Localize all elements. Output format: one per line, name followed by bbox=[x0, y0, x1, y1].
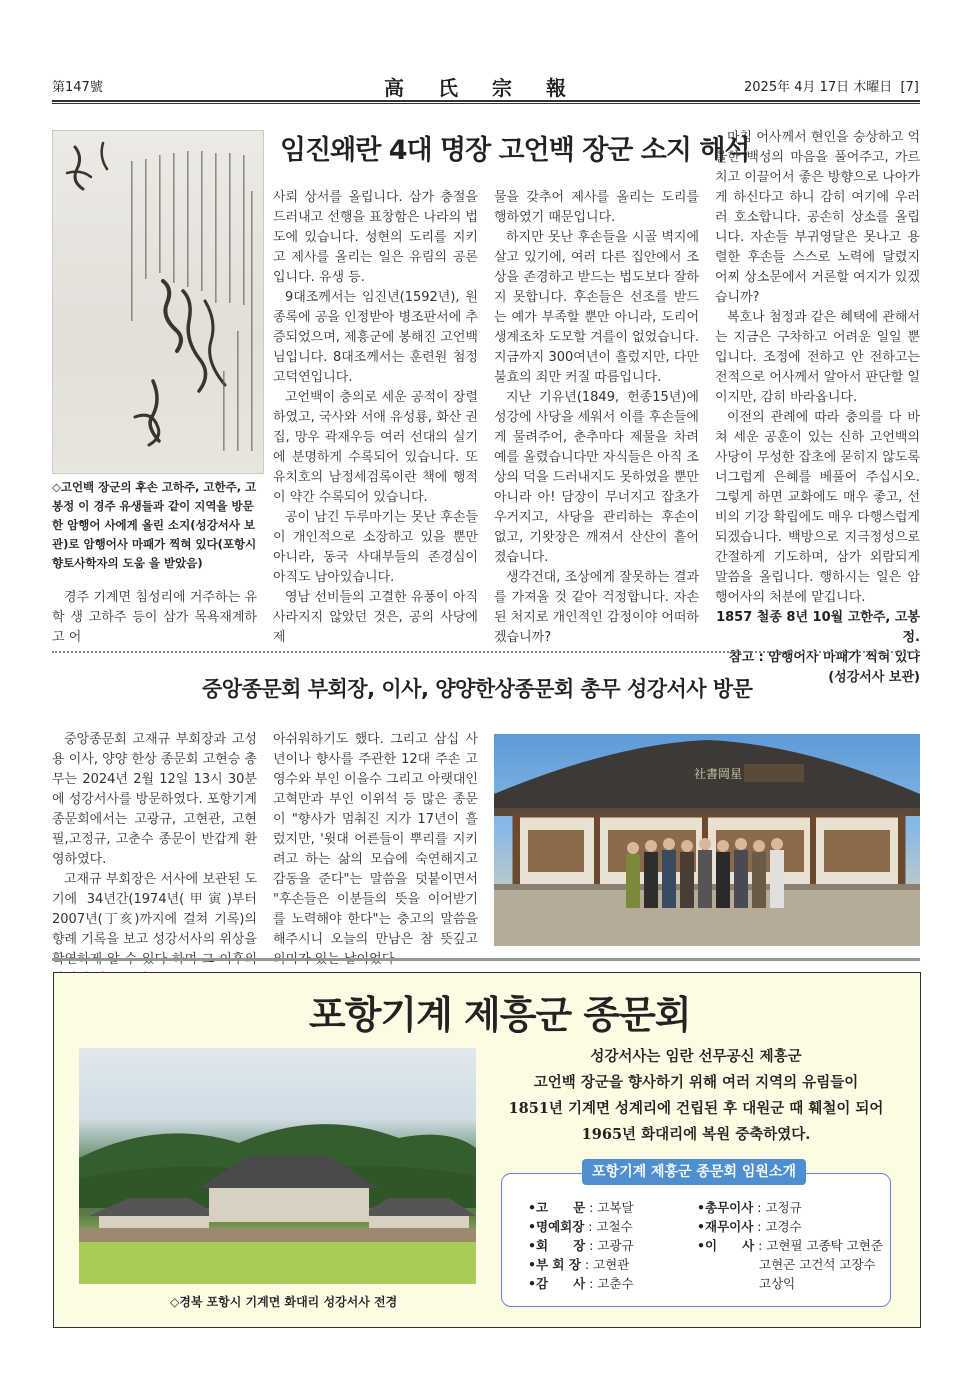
paragraph: 생각건대, 조상에게 잘못하는 결과를 가져올 것 같아 걱정합니다. 자손된 처지로 개인적인 감정이야 어떠하겠습니까? bbox=[494, 570, 699, 645]
feature-box-title: 포항기계 제흥군 종문회 bbox=[309, 993, 691, 1037]
paragraph: 공이 남긴 두루마기는 못난 후손들이 개인적으로 소장하고 있을 뿐만 아니라, 동국 사대부들의 존경심이 아직도 남아있습니다. bbox=[273, 510, 478, 585]
description-line: 고언백 장군을 향사하기 위해 여러 지역의 유림들이 bbox=[533, 1074, 859, 1091]
paragraph: 사뢰 상서를 올립니다. 삼가 충절을 드러내고 선행을 표창함은 나라의 법도에 있습니다. 성현의 도리를 지키고 제사를 올리는 일은 유림의 공론입니다. 유생 등. bbox=[273, 190, 478, 285]
issue-number: 第147號 bbox=[52, 80, 103, 95]
staff-entry: •감 사 : 고춘수 bbox=[528, 1276, 634, 1291]
article1-column-4 bbox=[715, 128, 920, 688]
staff-entry: •부 회 장 : 고현관 bbox=[528, 1257, 630, 1272]
scroll-document-image bbox=[52, 130, 264, 474]
description-line: 1965년 화대리에 복원 중축하였다. bbox=[581, 1126, 811, 1143]
article2-headline: 중앙종문회 부회장, 이사, 양양한상종문회 총무 성강서사 방문 bbox=[202, 677, 753, 701]
page-number: [7] bbox=[900, 80, 919, 95]
seonggang-hall-visit-photo bbox=[494, 734, 920, 946]
paragraph: 이전의 관례에 따라 충의를 다 바쳐 세운 공훈이 있는 신하 고언백의 사당이 무성한 잡초에 묻히지 않도록 너그럽게 은혜를 베풀어 주십시오. 그렇게 하면 교화에도 매우 좋고, 선비의 기강 확립에도 매우 다행스럽게 되겠습니다. 백방으로 지극정성으로 간절하게 기도하며, 삼가 외람되게 말씀을 올립니다. 행하시는 일은 암행어사의 처분에 맡깁니다. bbox=[715, 410, 920, 605]
document-image-caption: ◇고언백 장군의 후손 고하주, 고한주, 고봉정 이 경주 유생들과 같이 지역을 방문한 암행어 사에게 올린 소지(성강서사 보관)로 암행어사 마패가 찍혀 있다(포항시 향토사학자의 도움 을 받았음) bbox=[52, 480, 257, 570]
hanok-complex-icon bbox=[79, 1048, 476, 1284]
staff-entry: •명예회장 : 고철수 bbox=[528, 1219, 633, 1234]
header-rule bbox=[52, 100, 920, 102]
article1-column-3 bbox=[494, 188, 699, 648]
staff-entry: •총무이사 : 고정규 bbox=[697, 1200, 802, 1215]
staff-list-title: 포항기계 제흥군 종문회 임원소개 bbox=[582, 1159, 806, 1185]
paragraph: 하지만 못난 후손들을 시골 벽지에 살고 있기에, 여러 다른 집안에서 조상을 존경하고 받드는 법도보다 잘하지 못합니다. 후손들은 선조를 받드는 예가 부족할 뿐만 아니라, 도리어 생계조차 도모할 겨를이 없었습니다. 지금까지 300여년이 흘렀지만, 다만 불효의 죄만 커질 따름입니다. bbox=[494, 230, 699, 385]
masthead: 高氏宗報 bbox=[384, 76, 600, 100]
staff-entry: •재무이사 : 고경수 bbox=[697, 1219, 802, 1234]
paragraph: 중앙종문회 고재규 부회장과 고성용 이사, 양양 한상 종문회 고현승 총무는 2024년 2월 12일 13시 30분에 성강서사를 방문하였다. 포항기계 종문회에서는 고광규, 고현관, 고현필,고정규, 고춘수 종문이 반갑게 환영하였다. bbox=[52, 732, 257, 867]
staff-entry-continued: 고상익 bbox=[759, 1276, 796, 1291]
paragraph: 복호나 첨정과 같은 혜택에 관해서는 지금은 구차하고 어려운 일일 뿐입니다. 조정에 전하고 안 전하고는 전적으로 어사께서 알아서 판단할 일이지만, 감히 바라옵니다. bbox=[715, 310, 920, 405]
hanok-building-icon bbox=[494, 734, 920, 946]
paragraph: 마침 어사께서 현인을 숭상하고 억울한 백성의 마음을 풀어주고, 가르치고 이끌어서 좋은 방향으로 나아가게 하신다고 하니 감히 여기에 우러러 호소합니다. 공손히 상소를 올립니다. 자손들 부귀영달은 못나고 용렬한 후손들 스스로 노력에 달렸지 어찌 상소문에서 거론할 여지가 있겠습니까? bbox=[715, 130, 920, 305]
issue-date bbox=[744, 76, 919, 95]
description-line: 1851년 기계면 성계리에 건립된 후 대원군 때 훼철이 되어 bbox=[508, 1100, 884, 1117]
description-line: 성강서사는 임란 선무공신 제흥군 bbox=[590, 1048, 802, 1065]
paragraph: 9대조께서는 임진년(1592년), 원종록에 공을 인정받아 병조판서에 추증되었으며, 제흥군에 봉해진 고언백님입니다. 8대조께서는 훈련원 첨정 고덕연입니다. bbox=[273, 290, 478, 385]
paragraph: 아쉬워하기도 했다. 그리고 삼십 사년이나 향사를 주관한 12대 주손 고영수와 부인 이을수 그리고 아랫대인 고혁만과 부인 이위석 등 많은 종문이 "향사가 멈춰진 지가 17년이 흘렀지만, '윗대 어른들이 뿌리를 지키려고 하는 삶의 모습에 숙연해지고 감동을 준다"는 말씀을 덧붙이면서 "후손들은 이분들의 뜻을 이어받기를 노력해야 한다"는 충고의 말씀을 해주시니 오늘의 만남은 참 뜻깊고 bbox=[273, 732, 478, 947]
box-top-rule bbox=[52, 958, 920, 961]
paragraph: 지난 기유년(1849, 헌종15년)에 성강에 사당을 세워서 이를 후손들에게 물려주어, 춘추마다 제물을 차려 예를 올렸습니다만 자식들은 아직 조상의 덕을 드러내지도 못하였을 뿐만 아니라 아! 담장이 무너지고 잡초가 우거지고, 사당을 관리하는 후손이 없고, 기왓장은 깨져서 산산이 흩어졌습니다. bbox=[494, 390, 699, 565]
paragraph: 고언백이 충의로 세운 공적이 장렬하였고, 국사와 서애 유성룡, 화산 권집, 망우 곽재우등 여러 선대의 실기에 분명하게 수록되어 있습니다. 또 유치호의 남정세검록이란 책에 행적이 약간 수록되어 있습니다. bbox=[273, 390, 478, 505]
staff-entry: •고 문 : 고복달 bbox=[528, 1200, 634, 1215]
staff-entry: •이 사 : 고현필 고종탁 고현준 bbox=[697, 1238, 883, 1253]
feature-box-description bbox=[495, 1044, 897, 1148]
article2-column-2 bbox=[273, 730, 478, 970]
reference-note: 참고 : 암행어사 마패가 찍혀 있다 bbox=[728, 650, 920, 665]
panorama-photo-caption: ◇경북 포항시 기계면 화대리 성강서사 전경 bbox=[170, 1295, 398, 1309]
article1-column-2 bbox=[273, 188, 478, 648]
paragraph: 경주 기계면 침성리에 거주하는 유학 생 고하주 등이 삼가 목욕재계하고 어 bbox=[52, 590, 257, 645]
signature-line: 1857 철종 8년 10월 고한주, 고봉정. bbox=[716, 610, 920, 645]
visitors-group bbox=[626, 838, 784, 908]
date-text: 2025年 4月 17日 木曜日 bbox=[744, 80, 893, 95]
storage-note: (성강서사 보관) bbox=[828, 670, 920, 685]
header-rule-thin bbox=[52, 103, 920, 104]
article1-column-1 bbox=[52, 588, 257, 648]
calligraphy-icon bbox=[53, 131, 263, 473]
paragraph: 영남 선비들의 고결한 유풍이 아직 사라지지 않았던 것은, 공의 사당에 제 bbox=[273, 590, 478, 645]
seonggang-hall-panorama-photo bbox=[79, 1048, 476, 1284]
staff-left-column bbox=[528, 1198, 634, 1293]
paragraph: 고재규 부회장은 서사에 보관된 도기에 34년간(1974년(甲寅)부터 2007년(丁亥)까지에 걸쳐 기록)의 향례 기록을 보고 성강서사의 위상을 bbox=[52, 872, 257, 947]
article2-column-1 bbox=[52, 730, 257, 990]
paragraph: 물을 갖추어 제사를 올리는 도리를 행하였기 때문입니다. bbox=[494, 190, 699, 225]
staff-entry-continued: 고현곤 고건석 고장수 bbox=[759, 1257, 876, 1272]
hall-sign: 社書岡星 bbox=[694, 767, 743, 781]
staff-entry: •회 장 : 고광규 bbox=[528, 1238, 634, 1253]
section-divider bbox=[52, 651, 920, 653]
article1-headline: 임진왜란 4대 명장 고언백 장군 소지 해석 bbox=[280, 135, 750, 166]
staff-right-column bbox=[697, 1198, 883, 1293]
